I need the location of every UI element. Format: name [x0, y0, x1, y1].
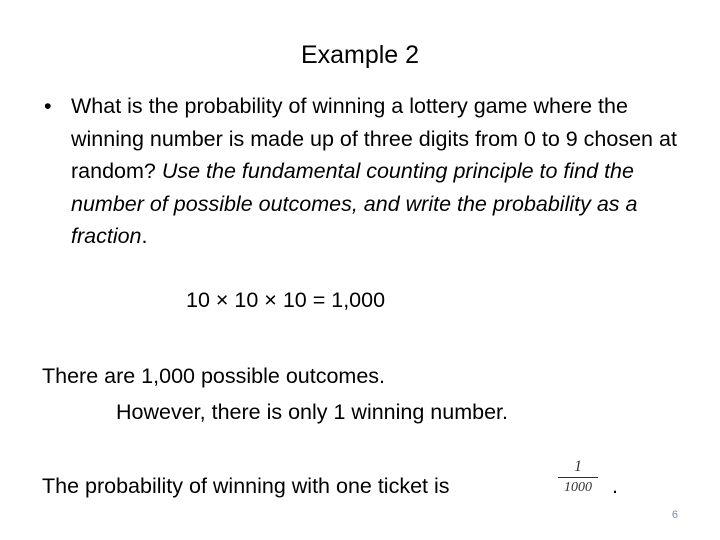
bullet-icon: • — [44, 94, 52, 118]
probability-period: . — [612, 474, 618, 498]
probability-statement: The probability of winning with one ticket is — [42, 474, 450, 498]
question-bullet — [44, 90, 694, 253]
question-instruction: Use the fundamental counting principle to find the number of possible outcomes, and write the probability as a fraction — [71, 159, 638, 248]
winning-number-statement: However, there is only 1 winning number. — [116, 400, 508, 424]
question-text — [71, 90, 694, 253]
fraction-bar — [558, 477, 598, 478]
slide-title: Example 2 — [300, 41, 420, 69]
page-number: 6 — [671, 509, 678, 521]
question-period: . — [141, 224, 148, 248]
outcomes-statement: There are 1,000 possible outcomes. — [42, 364, 386, 388]
question-plain: What is the probability of winning a lottery game where the winning number is made up of three digits from 0 to 9 chosen at random? — [71, 94, 677, 183]
probability-fraction — [556, 458, 600, 496]
fraction-denominator: 1000 — [564, 480, 592, 495]
fraction-numerator: 1 — [574, 458, 582, 475]
counting-equation: 10 × 10 × 10 = 1,000 — [186, 288, 386, 312]
